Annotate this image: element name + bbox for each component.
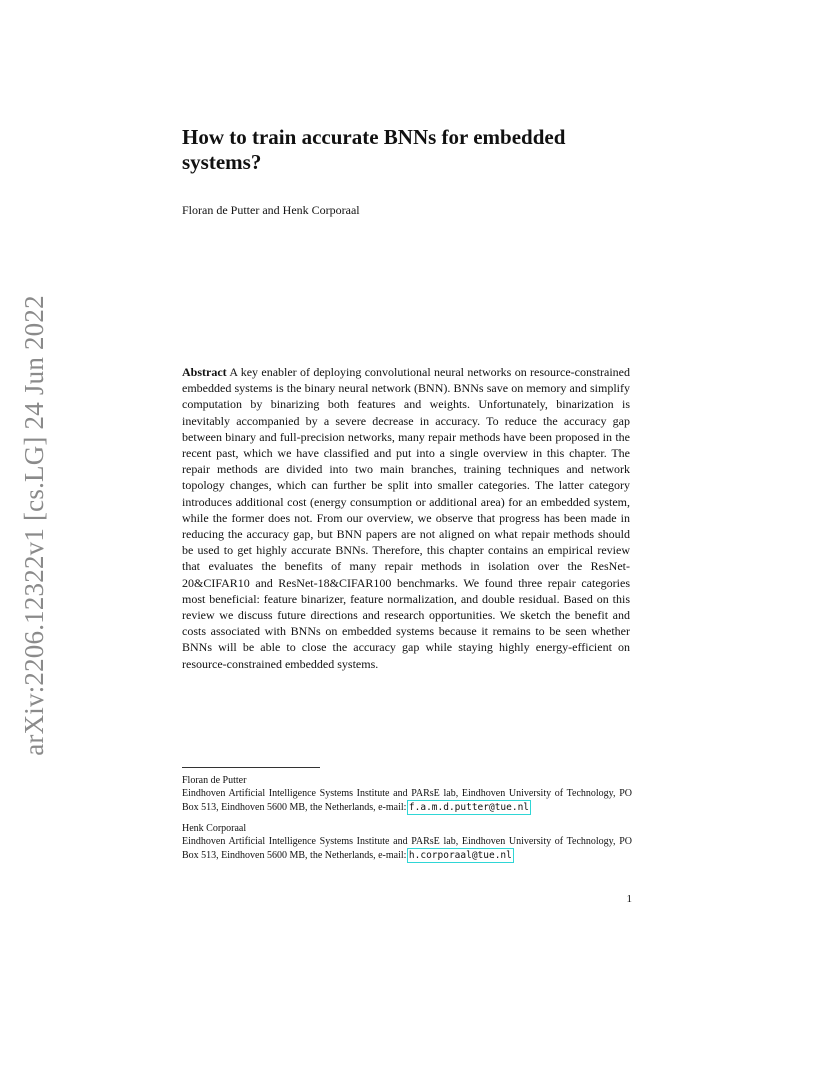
affiliation-address: Eindhoven Artificial Intelligence Systems Institute and PARsE lab, Eindhoven University of Technology, PO Box 513, Eindhoven 5600 MB, the Netherlands, e-mail: <box>182 788 632 813</box>
affiliation-name: Floran de Putter <box>182 775 247 786</box>
abstract-label: Abstract <box>182 365 227 379</box>
page-number: 1 <box>626 893 632 905</box>
affiliation-floran <box>182 774 632 814</box>
email-link-floran[interactable]: f.a.m.d.putter@tue.nl <box>408 801 530 813</box>
email-link-henk[interactable]: h.corporaal@tue.nl <box>408 849 512 861</box>
abstract-text: A key enabler of deploying convolutional neural networks on resource-constrained embedded systems is the binary neural network (BNN). BNNs save on memory and simplify computation by binarizing both features and weights. Unfortunately, binarization is inevitably accompanied by a severe decrease in accuracy. To reduce the accuracy gap between binary and full-precision networks, many repair methods have been proposed in the recent past, which we have classified and put into a single overview in this chapter. The repair methods are divided into two main branches, training techniques and network topology changes, which can further be split into smaller categories. The latter category introduces additional cost (energy consumption or additional area) for an embedded system, while the former does not. From our overview, we observe that progress has been made in reducing the accuracy gap, but BNN papers are not aligned on what repair methods should be used to get highly accurate BNNs. Therefore, this chapter contains an empirical review that evaluates the benefits of many repair methods in isolation over the ResNet-20&CIFAR10 and ResNet-18&CIFAR100 benchmarks. We found three repair categories most beneficial: feature binarizer, feature normalization, and double residual. Based on this review we discuss future directions and research opportunities. We sketch the benefit and costs associated with BNNs on embedded systems because it remains to be seen whether BNNs will be able to close the accuracy gap while staying highly energy-efficient on resource-constrained embedded systems. <box>182 365 630 671</box>
affiliation-henk <box>182 822 632 862</box>
abstract <box>182 364 630 672</box>
paper-authors: Floran de Putter and Henk Corporaal <box>182 203 360 217</box>
affiliation-name: Henk Corporaal <box>182 823 247 834</box>
footnote-divider <box>182 767 320 768</box>
affiliation-address: Eindhoven Artificial Intelligence Systems Institute and PARsE lab, Eindhoven University of Technology, PO Box 513, Eindhoven 5600 MB, the Netherlands, e-mail: <box>182 836 632 861</box>
arxiv-identifier[interactable]: arXiv:2206.12322v1 [cs.LG] 24 Jun 2022 <box>18 294 49 756</box>
paper-title: How to train accurate BNNs for embedded systems? <box>182 125 566 174</box>
arxiv-side-stamp <box>14 290 54 760</box>
